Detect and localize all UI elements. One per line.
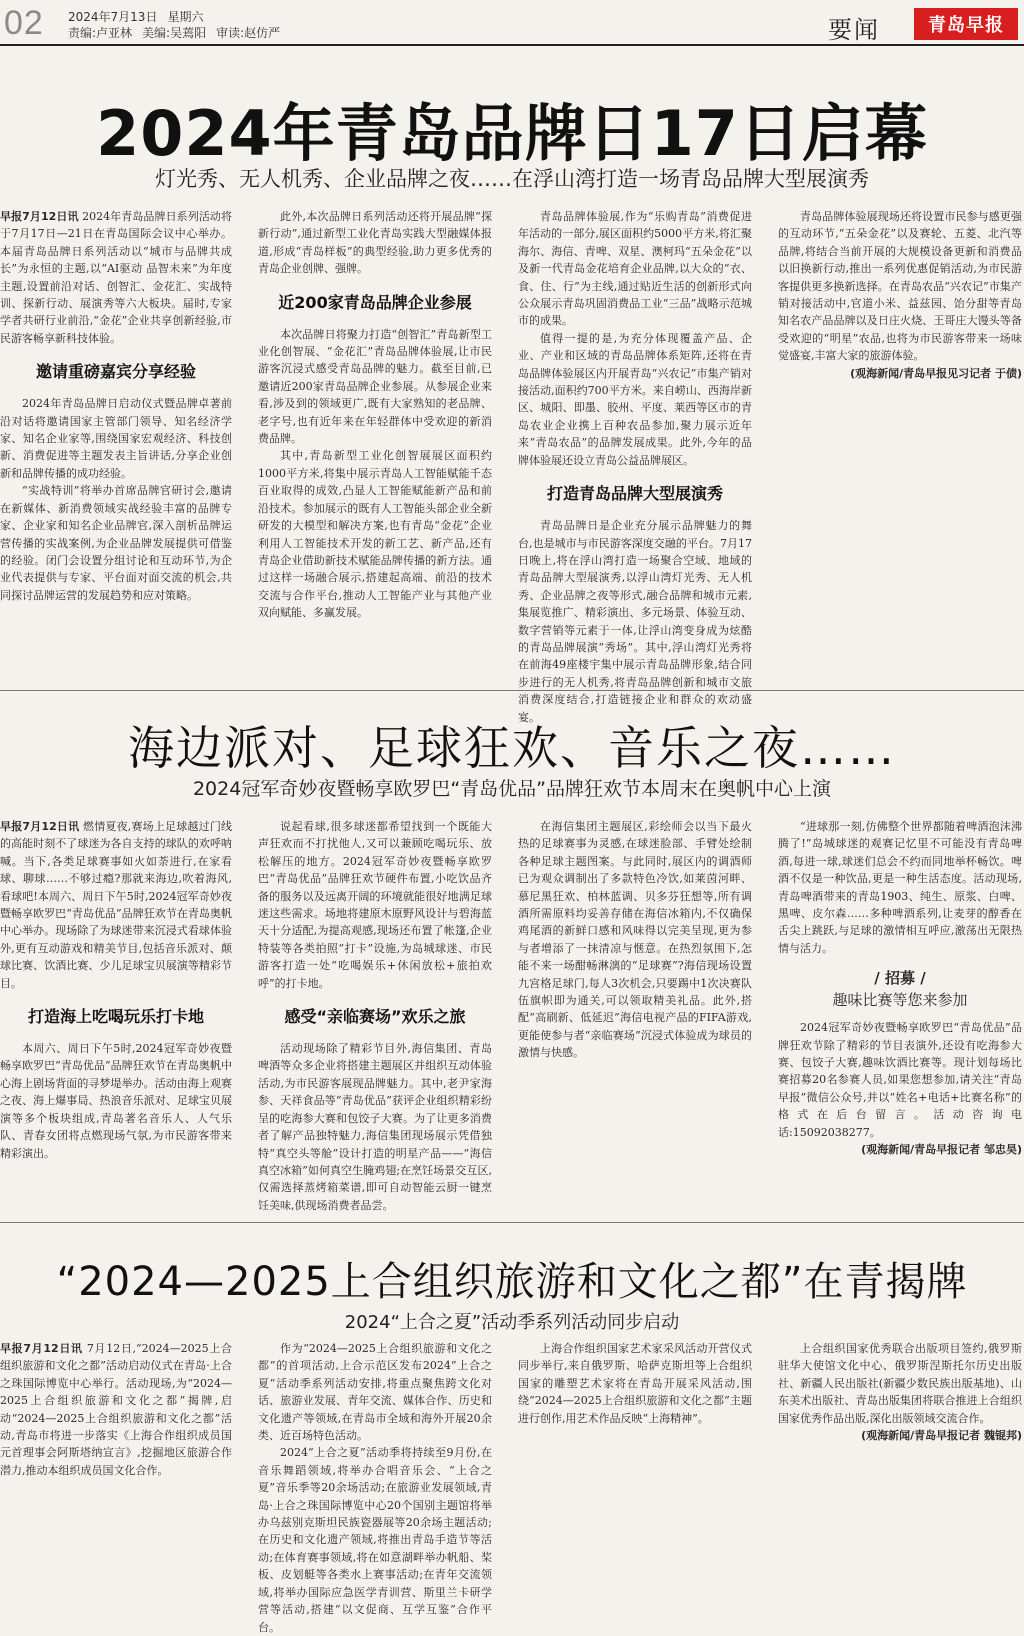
article1-column-2 <box>258 208 492 670</box>
article3-column-4 <box>778 1340 1022 1531</box>
article1-para-2: 2024年青岛品牌日启动仪式暨品牌卓著前沿对话将邀请国家主管部门领导、知名经济学家、知名企业家等,围绕国家宏观经济、科技创新、消费促进等主题发表主旨讲话,分享企业创新和品牌传播的成功经验。 <box>0 397 232 480</box>
article1-subhead: 灯光秀、无人机秀、企业品牌之夜……在浮山湾打造一场青岛品牌大型展演秀 <box>155 167 869 191</box>
article-divider-1 <box>0 690 1024 691</box>
article3-para-5: 上合组织国家优秀联合出版项目签约,俄罗斯驻华大使馆文化中心、俄罗斯涅斯托尔历史出版社、新疆人民出版社(新疆少数民族出版基地)、山东美术出版社、青岛出版集团将联合推进上合组织国家优秀作品出版,深化出版领域交流合作。 <box>778 1342 1022 1425</box>
page-number: 02 <box>4 4 44 42</box>
article3-column-3 <box>518 1340 752 1531</box>
article2-dateline: 早报7月12日讯 <box>0 820 80 833</box>
article3-para-2: 作为“2024—2025上合组织旅游和文化之都”的首项活动,上合示范区发布2024“上合之夏”活动季系列活动安排,将重点聚焦跨文化对话、旅游业发展、青年交流、媒体合作、历史和文化遗产等领域,在青岛市全域和海外开展20余类、近百场特色活动。 <box>258 1342 492 1443</box>
article3-para-3: 2024“上合之夏”活动季将持续至9月份,在音乐舞蹈领域,将举办合唱音乐会、“上合之夏”音乐季等20余场活动;在旅游业发展领域,青岛·上合之珠国际博览中心20个国别主题馆将举办乌兹别克斯坦民族瓷器展等20余场主题活动;在历史和文化遗产领域,将推出青岛手造节等活动;在体育赛事领域,将在如意湖畔举办帆船、桨板、皮划艇等各类水上赛事活动;在青年交流领域,将举办国际应急医学青训营、斯里兰卡研学营等活动,搭建“以文促商、互学互鉴”合作平台。 <box>258 1446 492 1634</box>
recruit-label: / 招募 / <box>874 969 926 988</box>
header-date-line <box>68 8 213 25</box>
article1-byline: (观海新闻/青岛早报见习记者 于债) <box>850 366 1022 380</box>
article1-column-4 <box>778 208 1022 670</box>
header-credits-line <box>68 24 290 41</box>
article3-subhead: 2024“上合之夏”活动季系列活动同步启动 <box>344 1312 680 1333</box>
article2-subheading-1: 打造海上吃喝玩乐打卡地 <box>27 1007 204 1027</box>
article2-column-4 <box>778 818 1022 1206</box>
newspaper-logo: 青岛早报 <box>914 8 1018 40</box>
issue-date: 2024年7月13日 <box>68 10 158 24</box>
article2-para-4: 活动现场除了精彩节目外,海信集团、青岛啤酒等众多企业将搭建主题展区并组织互动体验活动,为市民游客展现品牌魅力。其中,老尹家海参、天祥食品等“青岛优品”获评企业组织精彩纷呈的吃海参大赛和包饺子大赛。为了让更多消费者了解产品独特魅力,海信集团现场展示凭借独特“真空头等舱”设计打造的明星产品——“海信真空冰箱”如何真空生腌鸡翅;在烹饪场景交互区,仅需选择蒸烤箱菜谱,即可自动智能云厨一键烹饪美味,供现场消费者品尝。 <box>258 1042 492 1212</box>
article1-para-3: “实战特训”将举办首席品牌官研讨会,邀请在新媒体、新消费领域实战经验丰富的品牌专家、企业家和知名企业品牌官,深入剖析品牌运营传播的实战案例,为企业品牌发展提供可借鉴的经验。闭门会设置分组讨论和互动环节,为企业代表提供与专家、平台面对面交流的机会,共同探讨品牌运营的发展趋势和应对策略。 <box>0 484 232 602</box>
article2-headline: 海边派对、足球狂欢、音乐之夜…… <box>128 721 896 775</box>
article2-para-7: 2024冠军奇妙夜暨畅享欧罗巴“青岛优品”品牌狂欢节除了精彩的节目表演外,还设有吃海参大赛、包饺子大赛,趣味饮酒比赛等。现计划每场比赛招募20名参赛人员,如果您想参加,请关注“青岛早报”微信公众号,并以“姓名+电话+比赛名称”的格式在后台留言。活动咨询电话:15092038277。 <box>778 1021 1022 1139</box>
issue-weekday: 星期六 <box>167 10 204 24</box>
article1-headline: 2024年青岛品牌日17日启幕 <box>96 97 928 170</box>
article2-para-3: 说起看球,很多球迷都希望找到一个既能大声狂欢而不打扰他人,又可以兼顾吃喝玩乐、放松解压的地方。2024冠军奇妙夜暨畅享欧罗巴“青岛优品”品牌狂欢节硬件布置,小吃饮品齐备的服务以及远离开阔的环境就能很好地满足球迷这些需求。场地将建原木原野风设计与碧海蓝天十分适配,为提高观感,现场还布置了帐篷,企业特装等各类拍照“打卡”设施,为岛城球迷、市民游客打造一处“吃喝娱乐+休闲放松+旅拍欢呼”的打卡地。 <box>258 820 492 990</box>
header-divider <box>0 44 1024 46</box>
proof-credit: 审读:赵仿严 <box>216 26 281 40</box>
header-notch <box>792 0 822 44</box>
article2-para-1: 燃情夏夜,赛场上足球越过门线的高能时刻不了球迷为各自支持的球队的欢呼呐喊。当下,各类足球赛事如火如荼进行,在家看球、聊球……不够过瘾?那就来海边,吹着海风,看球吧!本周六、周日下午5时,2024冠军奇妙夜暨畅享欧罗巴“青岛优品”品牌狂欢节在青岛奥帆中心举办。现场除了为球迷带来沉浸式看球体验外,更有互动游戏和精美节目,包括音乐派对、颠球比赛、饮酒比赛、少儿足球宝贝展演等精彩节目。 <box>0 820 233 990</box>
article3-dateline: 早报7月12日讯 <box>0 1342 83 1355</box>
article1-dateline: 早报7月12日讯 <box>0 210 79 223</box>
article2-subheading-2: 感受“亲临赛场”欢乐之旅 <box>284 1007 466 1027</box>
article3-column-1 <box>0 1340 232 1531</box>
article3-para-1: 7月12日,“2024—2025上合组织旅游和文化之都”活动启动仪式在青岛·上合之珠国际博览中心举行。活动现场,为“2024—2025上合组织旅游和文化之都”揭牌,启动“2024—2025上合组织旅游和文化之都”活动,青岛市将进一步落实《上海合作组织成员国元首理事会阿斯塔纳宣言》,挖掘地区旅游合作潜力,推动本组织成员国文化合作。 <box>0 1342 233 1477</box>
article1-para-1: 2024年青岛品牌日系列活动将于7月17日—21日在青岛国际会议中心举办。本届青岛品牌日系列活动以“城市与品牌共成长”为永恒的主题,以“AI驱动 品智未来”为年度主题,设置前沿对话、创智汇、金花汇、实战特训、探新行动、展演秀等六大板块。届时,专家学者共研行业前沿,“金花”企业共享创新经验,市民游客畅享新科技体验。 <box>0 210 232 345</box>
designer-credit: 美编:吴蔫阳 <box>142 26 207 40</box>
article1-para-9: 青岛品牌日是企业充分展示品牌魅力的舞台,也是城市与市民游客深度交融的平台。7月17日晚上,将在浮山湾打造一场聚合空域、地域的青岛品牌大型展演秀,以浮山湾灯光秀、无人机秀、企业品牌之夜等形式,融合品牌和城市元素,集展览推广、精彩演出、多元场景、体验互动、数字营销等元素于一体,让浮山湾变身成为炫酷的青岛品牌展演“秀场”。其中,浮山湾灯光秀将在前海49座楼宇集中展示青岛品牌形象,结合同步进行的无人机秀,将青岛品牌创新和城市文旅消费深度结合,打造链接企业和群众的欢动盛宴。 <box>518 519 752 724</box>
article1-column-1 <box>0 208 232 670</box>
article3-headline: “2024—2025上合组织旅游和文化之都”在青揭牌 <box>56 1259 968 1305</box>
recruit-title: 趣味比赛等您来参加 <box>832 991 968 1010</box>
article-divider-2 <box>0 1222 1024 1223</box>
editor-credit: 责编:卢亚林 <box>68 26 133 40</box>
article2-subhead: 2024冠军奇妙夜暨畅享欧罗巴“青岛优品”品牌狂欢节本周末在奥帆中心上演 <box>192 778 832 800</box>
article1-subheading-1: 邀请重磅嘉宾分享经验 <box>35 362 196 382</box>
article2-column-1 <box>0 818 232 1206</box>
article2-column-3 <box>518 818 752 1206</box>
article1-para-7: 青岛品牌体验展,作为“乐购青岛”消费促进年活动的一部分,展区面积约5000平方米,将汇聚海尔、海信、青啤、双星、澳柯玛“五朵金花”以及新一代青岛金花培育企业品牌,以大众的“衣、食、住、行”为主线,通过贴近生活的创新形式向公众展示青岛巩固消费品工业“三品”战略示范城市的成果。 <box>518 210 752 328</box>
article1-subheading-3: 打造青岛品牌大型展演秀 <box>546 484 723 504</box>
article1-para-4: 此外,本次品牌日系列活动还将开展品牌“探新行动”,通过新型工业化青岛实践大型融媒体报道,形成“青岛样板”的典型经验,助力更多优秀的青岛企业创牌、强牌。 <box>258 210 492 276</box>
article2-column-2 <box>258 818 492 1212</box>
article3-column-2 <box>258 1340 492 1634</box>
article2-para-6: “进球那一刻,仿佛整个世界都随着啤酒泡沫沸腾了!”岛城球迷的观赛记忆里不可能没有青岛啤酒,每进一球,球迷们总会不约而同地举杯畅饮。啤酒不仅是一种饮品,更是一种生活态度。活动现场,青岛啤酒带来的青岛1903、纯生、原浆、白啤、黑啤、皮尔森……多种啤酒系列,让麦芽的醇香在舌尖上跳跃,与足球的激情相互呼应,激荡出无限热情与活力。 <box>778 820 1022 955</box>
article2-para-2: 本周六、周日下午5时,2024冠军奇妙夜暨畅享欧罗巴“青岛优品”品牌狂欢节在青岛奥帆中心海上剧场背面的寻梦堤举办。活动由海上观赛之夜、海上爆事局、热浪音乐派对、足球宝贝展演等多个板块组成,青岛著名音乐人、人气乐队、青春女团将点燃现场气氛,为市民游客带来精彩演出。 <box>0 1042 232 1160</box>
article1-subheading-2: 近200家青岛品牌企业参展 <box>278 292 472 312</box>
article1-para-8: 值得一提的是,为充分体现覆盖产品、企业、产业和区域的青岛品牌体系矩阵,还将在青岛品牌体验展区内开展青岛“兴农记”市集产销对接活动,面积约700平方米。来自崂山、西海岸新区、城阳、即墨、胶州、平度、莱西等区市的青岛农业企业携上百种农品参加,聚力展示近年来“青岛农品”的品牌发展成果。此外,今年的品牌体验展还设立青岛公益品牌展区。 <box>518 331 752 467</box>
article1-para-5: 本次品牌日将聚力打造“创智汇”青岛新型工业化创智展、“金花汇”青岛品牌体验展,让市民游客沉浸式感受青岛品牌的魅力。截至目前,已邀请近200家青岛品牌企业参展。从参展企业来看,涉及到的领域更广,既有大家熟知的老品牌、老字号,也有近年来在年轻群体中受欢迎的新消费品牌。 <box>258 327 492 446</box>
article1-para-6: 其中,青岛新型工业化创智展展区面积约1000平方米,将集中展示青岛人工智能赋能千态百业取得的成效,凸显人工智能赋能新产品和前沿技术。参加展示的既有人工智能头部企业全新研发的大模型和解决方案,也有青岛“金花”企业利用人工智能技术开发的新工艺、新产品,还有青岛企业借助新技术赋能品牌传播的新方法。通过这样一场融合展示,搭建起高端、前沿的技术交流与合作平台,推动人工智能产业与其他产业双向赋能、多赢发展。 <box>258 449 492 620</box>
article2-byline: (观海新闻/青岛早报记者 邹忠昊) <box>861 1143 1022 1157</box>
article2-para-5: 在海信集团主题展区,彩绘师会以当下最火热的足球赛事为灵感,在球迷脸部、手臂处绘制各种足球主题图案。与此同时,展区内的调酒师已为观众调制出了多款特色冷饮,如莱茵河畔、慕尼黑狂欢、柏林蓝调、贝多芬狂想等,所有调酒所需原料均妥善存储在海信冰箱内,不仅确保鸡尾酒的新鲜口感和风味得以完美呈现,更为参与者增添了一抹清凉与惬意。在热烈氛围下,怎能不来一场酣畅淋漓的“足球赛”?海信现场设置九宫格足球门,每人3次机会,只要踢中1次决赛队伍旗帜即为通关,可以领取精美礼品。此外,搭配“高刷新、低延迟”海信电视产品的FIFA游戏,更能使参与者“亲临赛场”沉浸式体验成为球员的激情与快感。 <box>518 820 752 1060</box>
article3-byline: (观海新闻/青岛早报记者 魏锟邦) <box>861 1429 1022 1443</box>
section-name: 要闻 <box>828 16 880 44</box>
article1-column-3 <box>518 208 752 724</box>
article1-para-10: 青岛品牌体验展现场还将设置市民参与感更强的互动环节,“五朵金花”以及赛轮、五菱、北汽等品牌,将结合当前开展的大规模设备更新和消费品以旧换新行动,推出一系列优惠促销活动,为市民游客提供更多换新选择。在青岛农品“兴农记”市集产销对接活动中,官道小米、益兹园、饴分甜等青岛知名农产品品牌以及日庄火烧、王哥庄大馒头等备受欢迎的“明星”农品,也将为市民游客带来一场味觉盛宴,丰富大家的旅游体验。 <box>778 210 1022 363</box>
article3-para-4: 上海合作组织国家艺术家采风活动开营仪式同步举行,来自俄罗斯、哈萨克斯坦等上合组织国家的雕塑艺术家将在青岛开展采风活动,围绕“2024—2025上合组织旅游和文化之都”主题进行创作,用艺术作品反映“上海精神”。 <box>518 1342 752 1425</box>
